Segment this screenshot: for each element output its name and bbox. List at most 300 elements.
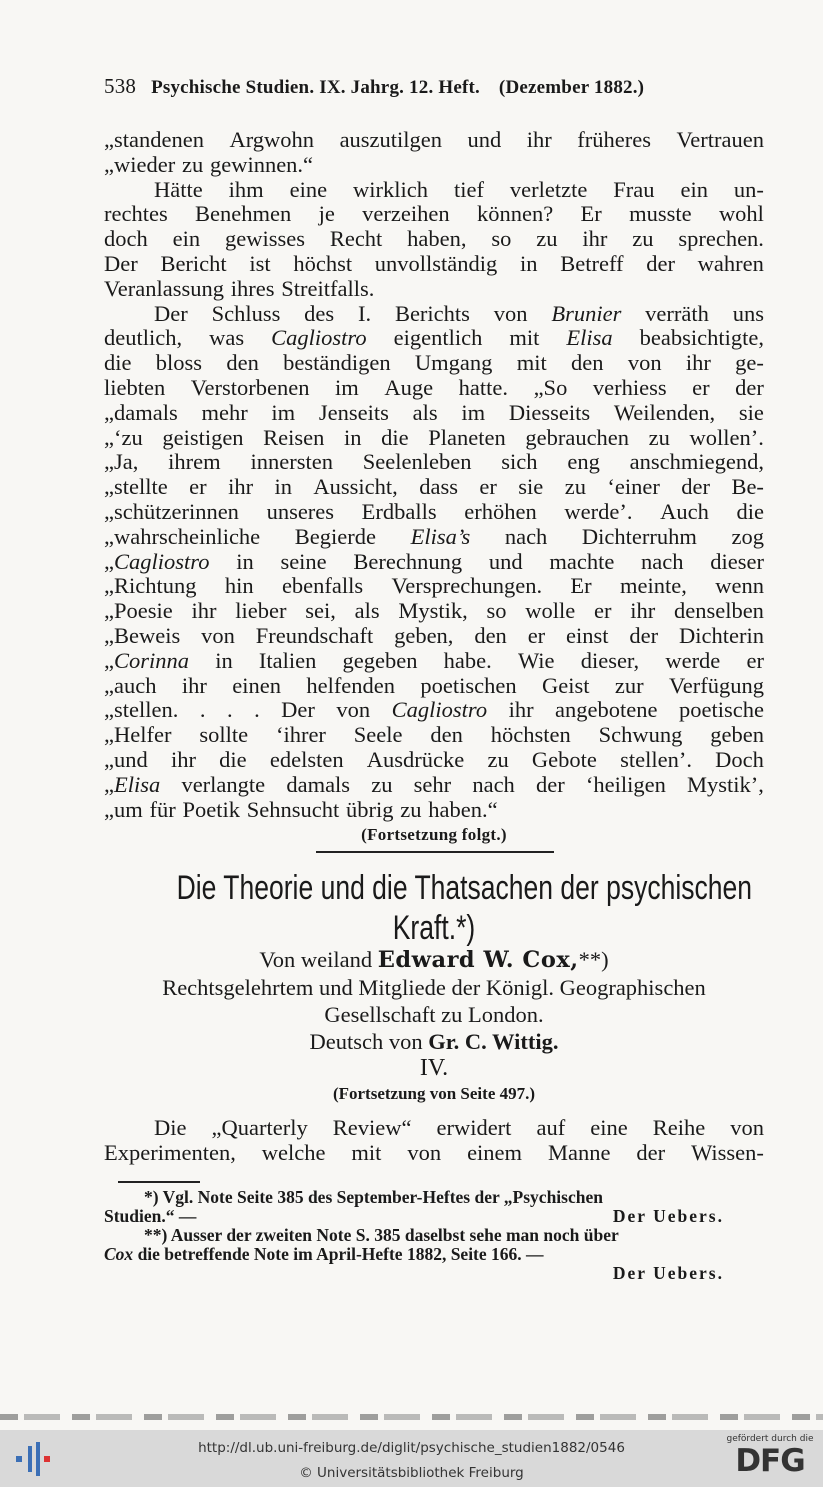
word: unvollständig bbox=[374, 250, 498, 276]
word: sie bbox=[518, 474, 544, 500]
word: „stellte bbox=[104, 474, 168, 500]
word: in bbox=[344, 424, 362, 450]
text-line bbox=[104, 302, 764, 327]
word: die bbox=[381, 424, 409, 450]
word: Italien bbox=[258, 647, 317, 673]
word: werde’. bbox=[564, 498, 633, 524]
word: sie bbox=[738, 399, 764, 425]
word: habe. bbox=[443, 647, 492, 673]
word: ihr bbox=[170, 746, 196, 772]
word: Umgang bbox=[414, 350, 493, 376]
word: deutlich, bbox=[104, 325, 183, 351]
author-prefix: Von weiland bbox=[259, 947, 378, 972]
word: musste bbox=[629, 201, 692, 227]
word: von bbox=[201, 622, 235, 648]
word: machte bbox=[549, 548, 615, 574]
footnote-1-end bbox=[104, 1207, 764, 1226]
word: von bbox=[407, 1139, 442, 1165]
word: je bbox=[318, 201, 335, 227]
footer-url[interactable]: http://dl.ub.uni-freiburg.de/diglit/psychische_studien1882/0546 bbox=[198, 1440, 625, 1456]
word: zu bbox=[564, 474, 586, 500]
word: Planeten bbox=[428, 424, 506, 450]
word: Frau bbox=[613, 176, 655, 202]
article-title bbox=[176, 868, 753, 948]
word: rechtes bbox=[104, 201, 168, 227]
word: Be- bbox=[731, 474, 764, 500]
dfg-logo-icon bbox=[725, 1434, 815, 1484]
text-line bbox=[104, 798, 764, 823]
word: ‘ihrer bbox=[275, 722, 326, 748]
author-line bbox=[104, 946, 764, 974]
word: früheres bbox=[577, 127, 652, 152]
word: sprechen. bbox=[678, 226, 764, 252]
word: edelsten bbox=[269, 746, 344, 772]
word: im bbox=[461, 399, 486, 425]
word: „Beweis bbox=[104, 622, 181, 648]
word: und bbox=[467, 127, 502, 152]
footnote-1-signature: Der Uebers. bbox=[612, 1206, 724, 1226]
word: stellen’. bbox=[620, 746, 692, 772]
word: Reihe bbox=[652, 1115, 706, 1140]
text-line bbox=[104, 351, 764, 376]
text-line bbox=[104, 748, 764, 773]
text-line bbox=[104, 1141, 764, 1166]
word: wohl bbox=[718, 201, 764, 227]
affiliation-line-2: Gesellschaft zu London. bbox=[324, 1002, 544, 1027]
word: Verstorbenen bbox=[190, 374, 310, 400]
word: beständigen bbox=[283, 350, 391, 376]
word: zu bbox=[400, 796, 422, 822]
footnote-2-signature: Der Uebers. bbox=[612, 1263, 724, 1283]
word: zu bbox=[487, 746, 509, 772]
word: auf bbox=[536, 1115, 566, 1140]
word: Der bbox=[154, 300, 188, 326]
body-text-1 bbox=[104, 128, 764, 848]
word: Berichts bbox=[394, 300, 470, 326]
word: einst bbox=[566, 622, 609, 648]
text-line bbox=[104, 1116, 764, 1141]
word: den bbox=[474, 622, 507, 648]
word: ist bbox=[249, 250, 271, 276]
word: verzeihen bbox=[362, 201, 450, 227]
word: angebotene bbox=[555, 697, 658, 723]
word: un- bbox=[733, 176, 764, 202]
text-line bbox=[104, 475, 764, 500]
word: ihr bbox=[508, 697, 534, 723]
word: in bbox=[215, 647, 233, 673]
word: „‘zu bbox=[104, 424, 143, 450]
word: Reisen bbox=[263, 424, 325, 450]
text-line bbox=[104, 624, 764, 649]
word: wahren bbox=[697, 250, 764, 276]
word: der bbox=[735, 374, 764, 400]
word: Experimenten, bbox=[104, 1139, 236, 1165]
footnote-2-text: **) Ausser der zweiten Note S. 385 daselbst sehe man noch über bbox=[144, 1225, 619, 1245]
word: ge- bbox=[735, 350, 764, 376]
word: „Richtung bbox=[104, 573, 197, 599]
word: „schützerinnen bbox=[104, 498, 239, 524]
word: einem bbox=[467, 1139, 523, 1165]
word: „um bbox=[104, 796, 143, 822]
word: Versprechungen. bbox=[391, 573, 543, 599]
word: Doch bbox=[715, 746, 764, 772]
word: mit bbox=[509, 325, 540, 351]
word: poetischen bbox=[420, 672, 517, 698]
article-meta bbox=[104, 946, 764, 1106]
word: liebten bbox=[104, 374, 166, 400]
footnote-rule bbox=[118, 1181, 200, 1183]
word: höchsten bbox=[490, 722, 571, 748]
word: Geist bbox=[542, 672, 590, 698]
footer-copyright: © Universitätsbibliothek Freiburg bbox=[299, 1465, 524, 1481]
word: Seele bbox=[353, 722, 403, 748]
word: von bbox=[336, 697, 371, 723]
word: sich bbox=[501, 449, 538, 475]
word: ihr bbox=[630, 598, 656, 624]
scan-edge-artifact bbox=[0, 1414, 823, 1420]
part-number: IV. bbox=[419, 1055, 449, 1081]
word: Vertrauen bbox=[676, 127, 764, 152]
text-line bbox=[104, 376, 764, 401]
word: den bbox=[226, 350, 259, 376]
word: Schwung bbox=[598, 722, 683, 748]
text-line bbox=[104, 153, 764, 178]
word: zu bbox=[371, 771, 393, 797]
word: ein bbox=[172, 226, 201, 252]
word: Die bbox=[154, 1115, 187, 1140]
text-line bbox=[104, 326, 764, 351]
word: anschmiegend, bbox=[629, 449, 764, 475]
word: er bbox=[189, 474, 207, 500]
word: höchst bbox=[293, 250, 353, 276]
word: gebrauchen bbox=[525, 424, 630, 450]
word: Erdballs bbox=[361, 498, 437, 524]
word: eng bbox=[567, 449, 600, 475]
word: Mystik’, bbox=[687, 771, 764, 797]
word: der bbox=[629, 622, 659, 648]
word: den bbox=[430, 722, 463, 748]
word: was bbox=[209, 325, 245, 351]
word: Benehmen bbox=[195, 201, 292, 227]
word: Elisa’s bbox=[410, 523, 471, 549]
section-divider bbox=[316, 851, 554, 853]
word: zu bbox=[632, 226, 654, 252]
word: erwidert bbox=[436, 1115, 512, 1140]
text-line bbox=[104, 128, 764, 153]
word: Diesseits bbox=[508, 399, 591, 425]
text-line bbox=[104, 178, 764, 203]
issue-date: (Dezember 1882.) bbox=[498, 77, 645, 98]
word: können? bbox=[476, 201, 554, 227]
text-line bbox=[104, 599, 764, 624]
word: ebenfalls bbox=[281, 573, 364, 599]
word: meinte, bbox=[620, 573, 687, 599]
text-line bbox=[104, 574, 764, 599]
word: zog bbox=[731, 523, 764, 549]
word: „und bbox=[104, 746, 148, 772]
word: Freundschaft bbox=[255, 622, 374, 648]
word: gegeben bbox=[342, 647, 418, 673]
continued-note: (Fortsetzung folgt.) bbox=[361, 825, 507, 845]
word: haben, bbox=[407, 226, 467, 252]
word: er bbox=[746, 647, 764, 673]
word: er bbox=[692, 374, 710, 400]
word: Seelenleben bbox=[362, 449, 472, 475]
word: als bbox=[354, 598, 380, 624]
word: Mystik, bbox=[398, 598, 468, 624]
continuation-note: (Fortsetzung von Seite 497.) bbox=[332, 1084, 536, 1103]
word: wollen’. bbox=[689, 424, 764, 450]
word: die bbox=[736, 498, 764, 524]
word: im bbox=[335, 374, 359, 400]
word: gewinnen.“ bbox=[209, 151, 314, 177]
word: ‘heiligen bbox=[585, 771, 666, 797]
author-note-mark: **) bbox=[578, 947, 609, 972]
word: „wieder bbox=[104, 151, 176, 177]
word: dass bbox=[419, 474, 458, 500]
footnote-2 bbox=[104, 1226, 764, 1245]
word: ihr bbox=[526, 127, 552, 152]
word: Elisa bbox=[566, 325, 613, 351]
word: doch bbox=[104, 226, 148, 252]
word: und bbox=[488, 548, 523, 574]
text-line bbox=[104, 277, 764, 302]
word: Betreff bbox=[560, 250, 624, 276]
article-title-line-1: Die Theorie und die Thatsachen der psychischen bbox=[176, 869, 753, 907]
word: wolle bbox=[525, 598, 576, 624]
word: Berechnung bbox=[353, 548, 463, 574]
word: . bbox=[254, 697, 260, 723]
word: die bbox=[219, 746, 247, 772]
word: Veranlassung bbox=[104, 275, 224, 301]
word: von bbox=[493, 300, 528, 326]
word: Review“ bbox=[332, 1115, 412, 1140]
text-line bbox=[104, 674, 764, 699]
word: Recht bbox=[329, 226, 383, 252]
word: helfenden bbox=[306, 672, 396, 698]
word: „Poesie bbox=[104, 598, 173, 624]
word: der bbox=[646, 250, 675, 276]
word: er bbox=[527, 622, 546, 648]
running-head bbox=[104, 74, 764, 99]
word: innersten bbox=[250, 449, 333, 475]
word: Schluss bbox=[211, 300, 281, 326]
word: erhöhen bbox=[464, 498, 537, 524]
word: Auge bbox=[384, 374, 434, 400]
word: in bbox=[274, 474, 292, 500]
word: so bbox=[491, 226, 512, 252]
word: Er bbox=[580, 201, 602, 227]
word: ihr bbox=[685, 350, 711, 376]
word: Aussicht, bbox=[313, 474, 398, 500]
word: ihr bbox=[582, 226, 608, 252]
body-text-2 bbox=[104, 1116, 764, 1166]
translator-name: Gr. C. Wittig. bbox=[428, 1029, 559, 1054]
footnotes bbox=[104, 1188, 764, 1283]
article-title-line-2: Kraft.*) bbox=[392, 909, 476, 947]
word: ihr bbox=[191, 598, 217, 624]
word: I. bbox=[357, 300, 372, 326]
footnote-2-text-cont: die betreffende Note im April-Hefte 1882, Seite 166. — bbox=[133, 1244, 544, 1264]
word: Sehnsucht bbox=[246, 796, 340, 822]
word: zur bbox=[614, 672, 644, 698]
word: übrig bbox=[346, 796, 394, 822]
text-line bbox=[104, 227, 764, 252]
word: seine bbox=[280, 548, 327, 574]
word: Cagliostro bbox=[391, 697, 488, 723]
word: als bbox=[412, 399, 438, 425]
footnote-2-name: Cox bbox=[104, 1244, 134, 1264]
word: haben.“ bbox=[428, 796, 498, 822]
word: eine bbox=[289, 176, 328, 202]
word: . bbox=[199, 697, 206, 723]
word: werde bbox=[665, 647, 721, 673]
word: mehr bbox=[201, 399, 248, 425]
word: verräth bbox=[645, 300, 709, 326]
word: ein bbox=[680, 176, 708, 202]
word: „Corinna bbox=[104, 647, 190, 673]
affiliation-line-1: Rechtsgelehrtem und Mitgliede der Königl. Geographischen bbox=[162, 975, 706, 1000]
word: beabsichtigte, bbox=[639, 325, 764, 351]
word: Brunier bbox=[551, 300, 622, 326]
word: ihr bbox=[181, 672, 207, 698]
word: ihres bbox=[230, 275, 275, 301]
word: Ausdrücke bbox=[366, 746, 465, 772]
word: ihm bbox=[228, 176, 264, 202]
word: „Helfer bbox=[104, 722, 172, 748]
word: welche bbox=[261, 1139, 326, 1165]
word: sei, bbox=[305, 598, 336, 624]
word: „Cagliostro bbox=[104, 548, 210, 574]
word: so bbox=[486, 598, 507, 624]
word: einen bbox=[232, 672, 281, 698]
word: nach bbox=[504, 523, 548, 549]
text-line bbox=[104, 550, 764, 575]
text-line bbox=[104, 525, 764, 550]
word: in bbox=[236, 548, 254, 574]
word: Weilenden, bbox=[613, 399, 716, 425]
word: der bbox=[636, 1139, 666, 1165]
word: Gebote bbox=[531, 746, 597, 772]
dfg-caption: gefördert durch die bbox=[726, 1434, 814, 1444]
text-line bbox=[104, 426, 764, 451]
word: Manne bbox=[547, 1139, 611, 1165]
word: der bbox=[535, 771, 565, 797]
word: denselben bbox=[673, 598, 764, 624]
footnote-1 bbox=[104, 1188, 764, 1207]
word: für bbox=[149, 796, 176, 822]
text-line bbox=[104, 723, 764, 748]
text-line bbox=[104, 773, 764, 798]
word: die bbox=[104, 350, 132, 376]
word: Jenseits bbox=[318, 399, 389, 425]
text-line bbox=[104, 202, 764, 227]
journal-title: Psychische Studien. IX. Jahrg. 12. Heft. bbox=[151, 77, 480, 98]
word: dieser, bbox=[580, 647, 640, 673]
word: der bbox=[681, 474, 711, 500]
footnote-1-text-end: Studien.“ — bbox=[104, 1206, 197, 1226]
page-number: 538 bbox=[104, 74, 137, 98]
word: „Ja, bbox=[104, 449, 139, 475]
word: wirklich bbox=[353, 176, 429, 202]
word: Argwohn bbox=[229, 127, 315, 152]
word: Streitfalls. bbox=[281, 275, 375, 301]
word: Wie bbox=[517, 647, 555, 673]
word: „Quarterly bbox=[211, 1115, 308, 1140]
text-line bbox=[104, 500, 764, 525]
text-line bbox=[104, 252, 764, 277]
word: Begierde bbox=[294, 523, 376, 549]
word: mit bbox=[351, 1139, 382, 1165]
word: des bbox=[304, 300, 335, 326]
word: „So bbox=[533, 374, 568, 400]
word: Der bbox=[281, 697, 315, 723]
word: auszutilgen bbox=[339, 127, 443, 152]
word: nach bbox=[641, 548, 684, 574]
translator-line bbox=[104, 1028, 764, 1055]
word: Verfügung bbox=[669, 672, 764, 698]
footnote-1-text: *) Vgl. Note Seite 385 des September-Heftes der „Psychischen bbox=[144, 1187, 603, 1207]
word: Bericht bbox=[160, 250, 227, 276]
word: eigentlich bbox=[393, 325, 483, 351]
word: . bbox=[226, 697, 233, 723]
text-line bbox=[104, 649, 764, 674]
word: zu bbox=[181, 151, 204, 177]
word: eine bbox=[590, 1115, 628, 1140]
word: dieser bbox=[710, 548, 764, 574]
word: verletzte bbox=[509, 176, 588, 202]
word: Cagliostro bbox=[271, 325, 367, 351]
word: Dichterruhm bbox=[581, 523, 697, 549]
word: gewisses bbox=[224, 226, 305, 252]
word: lieber bbox=[235, 598, 287, 624]
word: „damals bbox=[104, 399, 178, 425]
word: ihr bbox=[228, 474, 254, 500]
word: er bbox=[479, 474, 497, 500]
word: tief bbox=[453, 176, 484, 202]
word: geben bbox=[710, 722, 764, 748]
word: bloss bbox=[155, 350, 203, 376]
word: uns bbox=[732, 300, 764, 326]
word: in bbox=[520, 250, 538, 276]
word: poetische bbox=[678, 697, 764, 723]
word: von bbox=[730, 1115, 764, 1140]
word: zu bbox=[648, 424, 670, 450]
word: den bbox=[571, 350, 604, 376]
word: ‘einer bbox=[607, 474, 660, 500]
author-name: Edward W. Cox, bbox=[377, 947, 579, 973]
word: verlangte bbox=[181, 771, 266, 797]
footnote-2-cont bbox=[104, 1245, 764, 1264]
text-line bbox=[104, 698, 764, 723]
word: nach bbox=[472, 771, 515, 797]
word: hin bbox=[224, 573, 254, 599]
word: Der bbox=[104, 250, 138, 276]
word: unseres bbox=[266, 498, 335, 524]
word: wenn bbox=[715, 573, 764, 599]
word: geistigen bbox=[162, 424, 244, 450]
word: verhiess bbox=[592, 374, 667, 400]
word: Auch bbox=[660, 498, 709, 524]
word: „auch bbox=[104, 672, 157, 698]
word: „standenen bbox=[104, 127, 204, 152]
text-line bbox=[104, 450, 764, 475]
word: von bbox=[627, 350, 662, 376]
word: damals bbox=[286, 771, 351, 797]
translator-prefix: Deutsch von bbox=[309, 1029, 429, 1054]
word: Dichterin bbox=[679, 622, 764, 648]
word: Poetik bbox=[182, 796, 241, 822]
